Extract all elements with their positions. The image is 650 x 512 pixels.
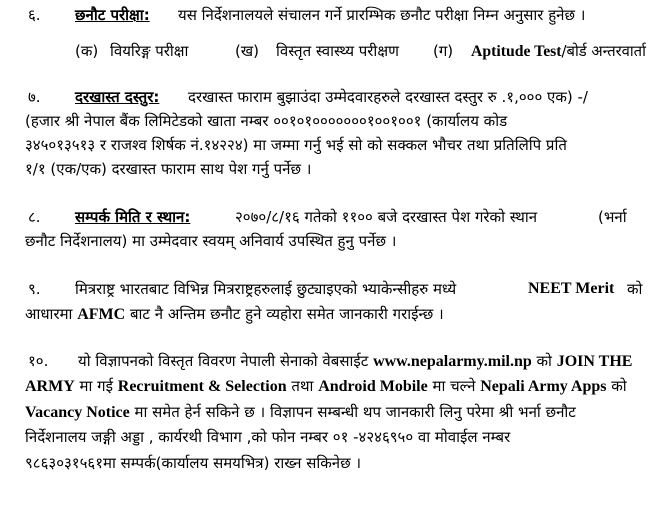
section-6-text: यस निर्देशनालयले संचालन गर्ने प्रारम्भिक छनौट परीक्षा निम्न अनुसार हुनेछ । (178, 6, 586, 24)
section-7-text-3: ३४५०१३५१३ र राजश्व शिर्षक नं.१४२२४) मा जम्मा गर्नु भई सो को सक्कल भौचर तथा प्रतिलिपि प्रति (25, 136, 567, 154)
section-9-text-1-end: को (627, 280, 643, 298)
section-9-neet: NEET Merit (528, 280, 615, 297)
item-ka-label: वियरिङ्ग परीक्षा (110, 42, 189, 60)
section-6-heading: छनौट परीक्षा: (75, 6, 150, 24)
item-ga-label: Aptitude Test/बोर्ड अन्तरवार्ता (471, 42, 646, 60)
section-10-number: १०. (28, 352, 49, 370)
section-10-text-4: निर्देशनालय जङ्गी अड्डा , कार्यरथी विभाग ,को फोन नम्बर ०१ -४२४६९५० वा मोवाईल नम्बर (25, 428, 511, 446)
section-8-heading: सम्पर्क मिति र स्थान: (75, 208, 191, 226)
section-9-number: ९. (28, 280, 41, 298)
section-8-text-1: २०७०/८/१६ गतेको ११०० बजे दरखास्त पेश गरेको स्थान (235, 208, 538, 226)
section-10-text-1: यो विज्ञापनको विस्तृत विवरण नेपाली सेनाको वेबसाईट www.nepalarmy.mil.np को JOIN THE (78, 352, 633, 370)
section-8-text-2: छनौट निर्देशनालय) मा उम्मेदवार स्वयम् अनिवार्य उपस्थित हुनु पर्नेछ । (25, 232, 397, 250)
item-ga-marker: (ग) (433, 42, 454, 60)
section-7-text-1: दरखास्त फाराम बुझाउंदा उम्मेदवारहरुले दरखास्त दस्तुर रु .१,००० एक) -/ (188, 88, 588, 106)
item-kha-marker: (ख) (235, 42, 259, 60)
section-7-text-2: (हजार श्री नेपाल बैंक लिमिटेडको खाता नम्बर ००१०१०००००००१००१००१ (कार्यालय कोड (25, 112, 508, 130)
section-9-text-1: मित्रराष्ट्र भारतबाट विभिन्न मित्रराष्ट्रहरुलाई छुट्याइएको भ्याकेन्सीहरु मध्ये (75, 280, 457, 298)
section-8-text-1-end: (भर्ना (598, 208, 627, 226)
section-7-heading: दरखास्त दस्तुर: (75, 88, 160, 106)
website-url: www.nepalarmy.mil.np (373, 353, 532, 370)
section-6-number: ६. (28, 6, 41, 24)
section-7-text-4: १/१ (एक/एक) दरखास्त फाराम साथ पेश गर्नु पर्नेछ । (25, 160, 312, 178)
item-ka-marker: (क) (75, 42, 99, 60)
item-kha-label: विस्तृत स्वास्थ्य परीक्षण (276, 42, 399, 60)
section-10-text-2: ARMY मा गई Recruitment & Selection तथा Android Mobile मा चल्ने Nepali Army Apps को (25, 377, 627, 395)
section-10-text-3: Vacancy Notice मा समेत हेर्न सकिने छ । विज्ञापन सम्बन्धी थप जानकारी लिनु परेमा श्री भर्ना छनौट (25, 403, 576, 421)
section-7-number: ७. (28, 88, 41, 106)
section-10-text-5: ९८६३०३१५६१मा सम्पर्क(कार्यालय समयभित्र) राख्न सकिनेछ । (25, 454, 362, 472)
section-8-number: ८. (28, 208, 41, 226)
section-9-text-2: आधारमा AFMC बाट नै अन्तिम छनौट हुने व्यहोरा समेत जानकारी गराईन्छ । (25, 305, 444, 323)
